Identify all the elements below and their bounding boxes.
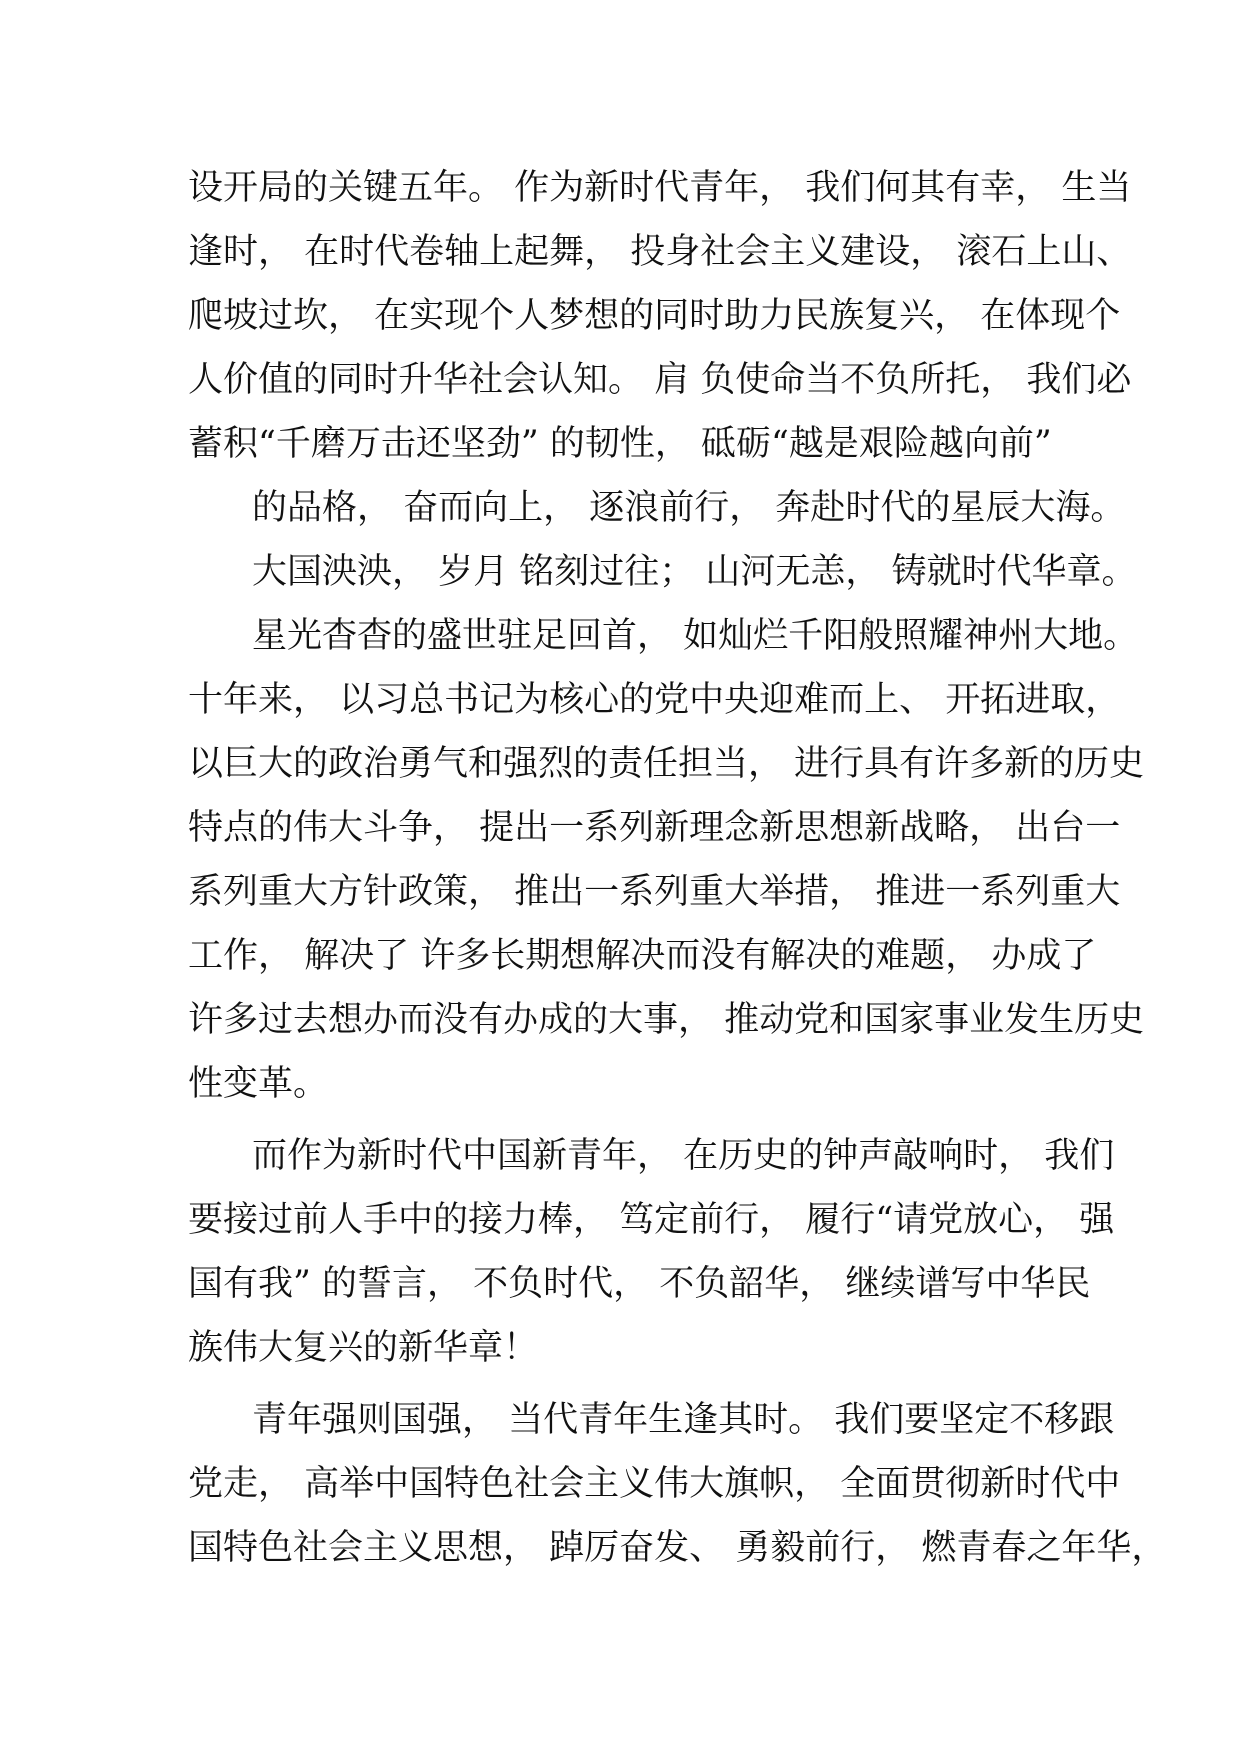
text-line: 特点的伟大斗争， 提出一系列新理念新思想新战略， 出台一 bbox=[188, 808, 1121, 848]
text-line: 以巨大的政治勇气和强烈的责任担当， 进行具有许多新的历史 bbox=[188, 744, 1145, 784]
text-line: 大国泱泱， 岁月 铭刻过往； 山河无恙， 铸就时代华章。 bbox=[252, 552, 1137, 592]
text-line: 星光杳杳的盛世驻足回首， 如灿烂千阳般照耀神州大地。 bbox=[252, 616, 1139, 656]
text-line: 许多过去想办而没有办成的大事， 推动党和国家事业发生历史 bbox=[188, 1000, 1145, 1040]
text-line: 性变革。 bbox=[188, 1064, 329, 1104]
text-line: 工作， 解决了 许多长期想解决而没有解决的难题， 办成了 bbox=[188, 936, 1097, 976]
text-line: 系列重大方针政策， 推出一系列重大举措， 推进一系列重大 bbox=[188, 872, 1121, 912]
text-line: 逢时， 在时代卷轴上起舞， 投身社会主义建设， 滚石上山、 bbox=[188, 232, 1132, 272]
text-line: 蓄积“千磨万击还坚劲” 的韧性， 砥砺“越是艰险越向前” bbox=[188, 424, 1052, 464]
text-line: 党走， 高举中国特色社会主义伟大旗帜， 全面贯彻新时代中 bbox=[188, 1464, 1121, 1504]
text-line: 族伟大复兴的新华章！ bbox=[188, 1328, 539, 1368]
text-line: 十年来， 以习总书记为核心的党中央迎难而上、 开拓进取， bbox=[188, 680, 1121, 720]
text-line: 人价值的同时升华社会认知。 肩 负使命当不负所托， 我们必 bbox=[188, 360, 1132, 400]
text-line: 青年强则国强， 当代青年生逢其时。 我们要坚定不移跟 bbox=[252, 1400, 1115, 1440]
text-line: 要接过前人手中的接力棒， 笃定前行， 履行“请党放心， 强 bbox=[188, 1200, 1115, 1240]
text-line: 的品格， 奋而向上， 逐浪前行， 奔赴时代的星辰大海。 bbox=[252, 488, 1126, 528]
text-line: 而作为新时代中国新青年， 在历史的钟声敲响时， 我们 bbox=[252, 1136, 1115, 1176]
text-line: 设开局的关键五年。 作为新时代青年， 我们何其有幸， 生当 bbox=[188, 168, 1132, 208]
text-line: 国特色社会主义思想， 踔厉奋发、 勇毅前行， 燃青春之年华， bbox=[188, 1528, 1167, 1568]
text-line: 国有我” 的誓言， 不负时代， 不负韶华， 继续谱写中华民 bbox=[188, 1264, 1091, 1304]
text-line: 爬坡过坎， 在实现个人梦想的同时助力民族复兴， 在体现个 bbox=[188, 296, 1121, 336]
